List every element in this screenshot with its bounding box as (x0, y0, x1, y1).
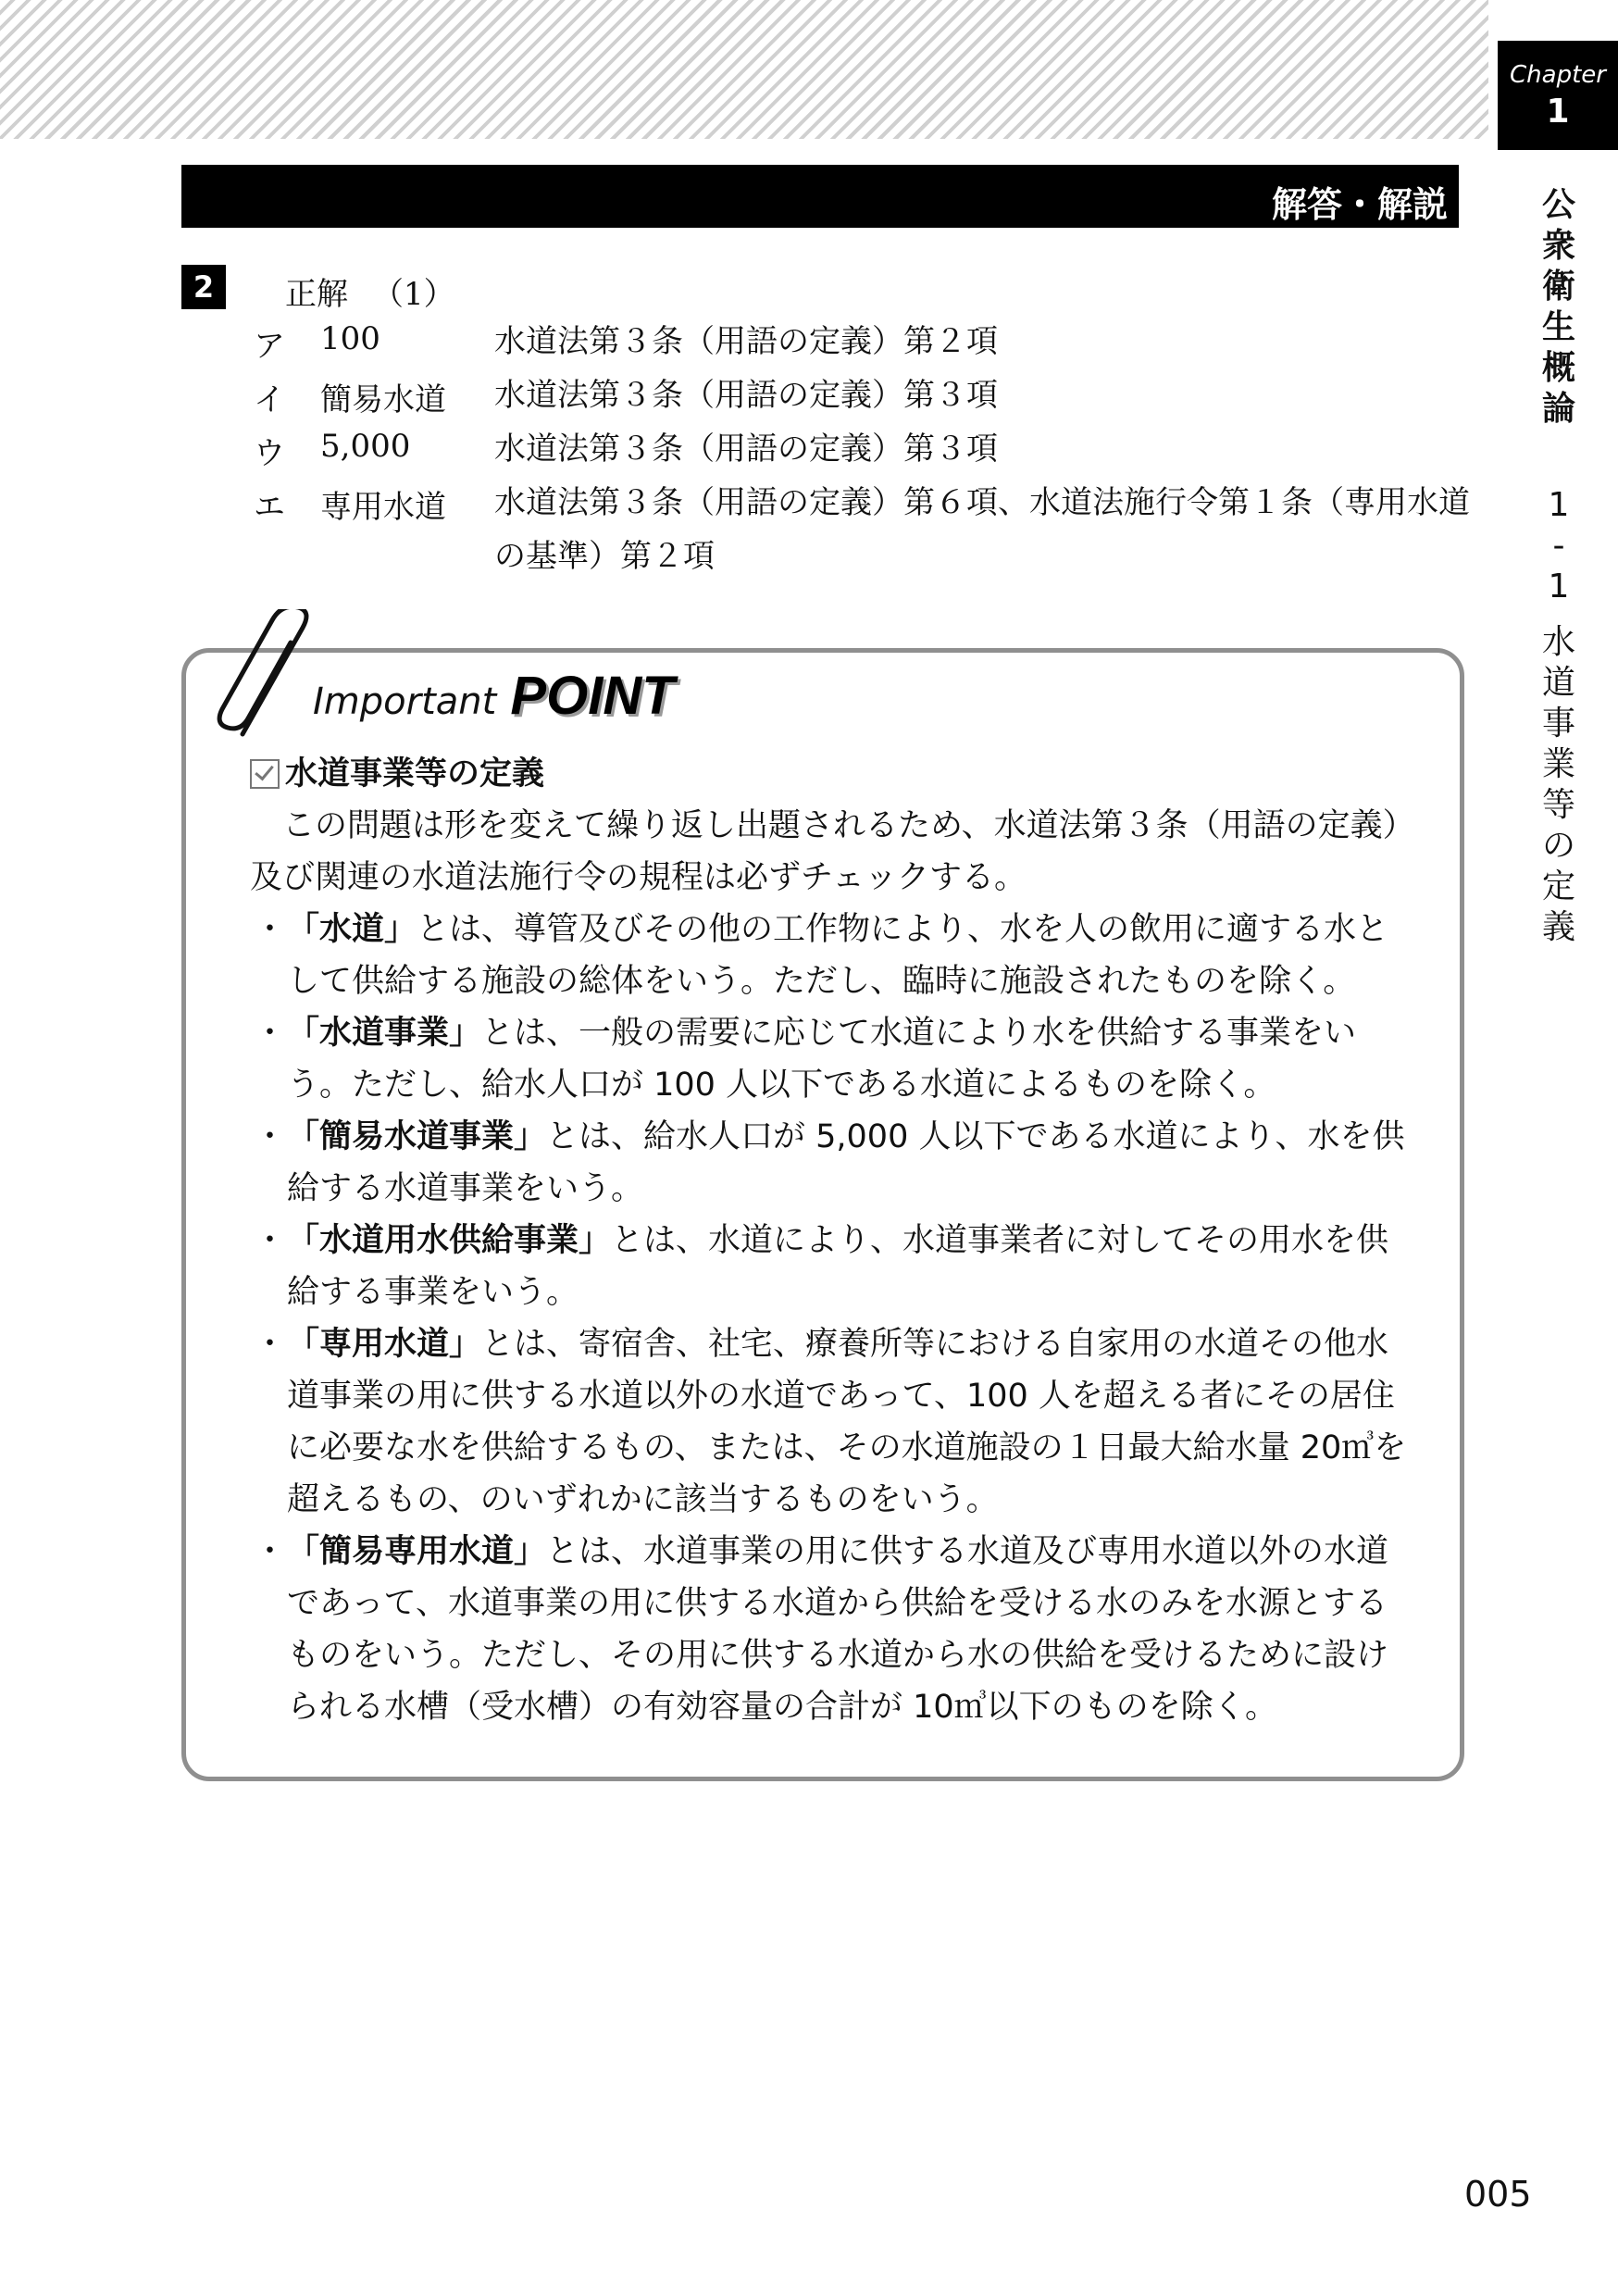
paperclip-icon (215, 609, 326, 739)
definition-item: ・ 「簡易水道事業」とは、給水人口が 5,000 人以下である水道により、水を供給する水道事業をいう。 (254, 1118, 1405, 1207)
correct-label: 正解 (285, 276, 348, 313)
point-heading (313, 665, 675, 727)
side-topic-char: 道 (1541, 664, 1575, 702)
side-topic-char: 等 (1541, 786, 1575, 824)
side-title-char: 公 (1541, 186, 1575, 224)
definition-term: 「簡易水道事業」 (287, 1118, 547, 1155)
topic-text: 水道事業等の定義 (285, 755, 545, 792)
question-number: 2 (181, 265, 226, 309)
answer-row (254, 481, 1475, 575)
side-section-char: - (1552, 527, 1565, 565)
row-reference: 水道法第３条（用語の定義）第２項 (494, 323, 998, 360)
row-value: 100 (320, 320, 380, 357)
definition-term: 「水道」 (287, 911, 417, 948)
side-topic-char: の (1541, 827, 1575, 865)
row-key: エ (254, 489, 285, 526)
row-value: 5,000 (320, 428, 411, 465)
section-title: 解答・解説 (1271, 184, 1448, 225)
side-section-char: 1 (1548, 568, 1570, 605)
chapter-label: Chapter (1510, 61, 1606, 89)
point-intro: この問題は形を変えて繰り返し出題されるため、水道法第３条（用語の定義）及び関連の水道法施行令の規程は必ずチェックする。 (250, 807, 1400, 896)
answer-row (254, 428, 1475, 483)
definition-item: ・ 「水道用水供給事業」とは、水道により、水道事業者に対してその用水を供給する事業をいう。 (254, 1222, 1389, 1311)
point-topic (250, 748, 1407, 800)
side-title-char: 衛 (1541, 268, 1575, 306)
answer-row (254, 374, 1475, 430)
side-title-char: 生 (1541, 308, 1575, 346)
side-topic-char: 水 (1541, 623, 1575, 661)
page-number: 005 (1464, 2174, 1532, 2215)
side-vertical-title (1537, 185, 1581, 948)
side-title-char: 論 (1541, 390, 1575, 428)
row-reference: 水道法第３条（用語の定義）第６項、水道法施行令第１条（専用水道の基準）第２項 (494, 484, 1470, 575)
side-topic-char: 業 (1541, 745, 1575, 783)
definition-text: とは、導管及びその他の工作物により、水を人の飲用に適する水として供給する施設の総体をいう。ただし、臨時に施設されたものを除く。 (287, 911, 1389, 1000)
side-topic-char: 義 (1541, 908, 1575, 946)
correct-answer (285, 268, 455, 314)
definition-text: とは、給水人口が 5,000 人以下である水道により、水を供給する水道事業をいう。 (287, 1118, 1405, 1207)
row-key: ウ (254, 435, 285, 472)
definition-term: 「水道用水供給事業」 (287, 1222, 612, 1259)
side-topic-char: 定 (1541, 867, 1575, 905)
definition-text: とは、水道事業の用に供する水道及び専用水道以外の水道であって、水道事業の用に供する水道から供給を受ける水のみを水源とするものをいう。ただし、その用に供する水道から水の供給を受けるために設けられる水槽（受水槽）の有効容量の合計が 10㎥以下のものを除く。 (287, 1533, 1389, 1726)
definition-text: とは、水道により、水道事業者に対してその用水を供給する事業をいう。 (287, 1222, 1389, 1311)
point-prefix: Important (313, 680, 497, 723)
side-section-char: 1 (1548, 486, 1570, 524)
definition-text: とは、一般の需要に応じて水道により水を供給する事業をいう。ただし、給水人口が 100 人以下である水道によるものを除く。 (287, 1015, 1357, 1104)
definition-term: 「水道事業」 (287, 1015, 482, 1052)
row-value: 専用水道 (320, 489, 446, 526)
side-title-char: 衆 (1541, 227, 1575, 265)
row-reference: 水道法第３条（用語の定義）第３項 (494, 377, 998, 414)
chapter-tab (1498, 41, 1618, 150)
definition-term: 「簡易専用水道」 (287, 1533, 547, 1570)
side-title-char: 概 (1541, 349, 1575, 387)
row-key: ア (254, 328, 285, 365)
row-key: イ (254, 381, 285, 418)
definition-item: ・ 「専用水道」とは、寄宿舎、社宅、療養所等における自家用の水道その他水道事業の用に供する水道以外の水道であって、100 人を超える者にその居住に必要な水を供給するもの、または、その水道施設の１日最大給水量 20㎥を超えるもの、のいずれかに該当するものをいう。 (254, 1326, 1407, 1518)
row-value: 簡易水道 (320, 381, 446, 418)
correct-value: （1） (372, 276, 455, 313)
side-topic-char: 事 (1541, 705, 1575, 742)
decorative-stripes (0, 0, 1488, 139)
definition-item: ・ 「簡易専用水道」とは、水道事業の用に供する水道及び専用水道以外の水道であって、水道事業の用に供する水道から供給を受ける水のみを水源とするものをいう。ただし、その用に供する水道から水の供給を受けるために設けられる水槽（受水槽）の有効容量の合計が 10㎥以下のものを除く。 (254, 1533, 1389, 1726)
answer-row (254, 320, 1475, 376)
row-reference: 水道法第３条（用語の定義）第３項 (494, 430, 998, 468)
definition-item: ・ 「水道」とは、導管及びその他の工作物により、水を人の飲用に適する水として供給する施設の総体をいう。ただし、臨時に施設されたものを除く。 (254, 911, 1389, 1000)
point-body (250, 748, 1407, 1733)
definition-text: とは、寄宿舎、社宅、療養所等における自家用の水道その他水道事業の用に供する水道以外の水道であって、100 人を超える者にその居住に必要な水を供給するもの、または、その水道施設の１日最大給水量 20㎥を超えるもの、のいずれかに該当するものをいう。 (287, 1326, 1407, 1518)
checkbox-icon (250, 759, 280, 789)
definition-item: ・ 「水道事業」とは、一般の需要に応じて水道により水を供給する事業をいう。ただし、給水人口が 100 人以下である水道によるものを除く。 (254, 1015, 1357, 1104)
point-title: POINT (510, 666, 675, 726)
chapter-number: 1 (1546, 93, 1570, 131)
definition-term: 「専用水道」 (287, 1326, 482, 1363)
section-title-bar (181, 165, 1459, 228)
